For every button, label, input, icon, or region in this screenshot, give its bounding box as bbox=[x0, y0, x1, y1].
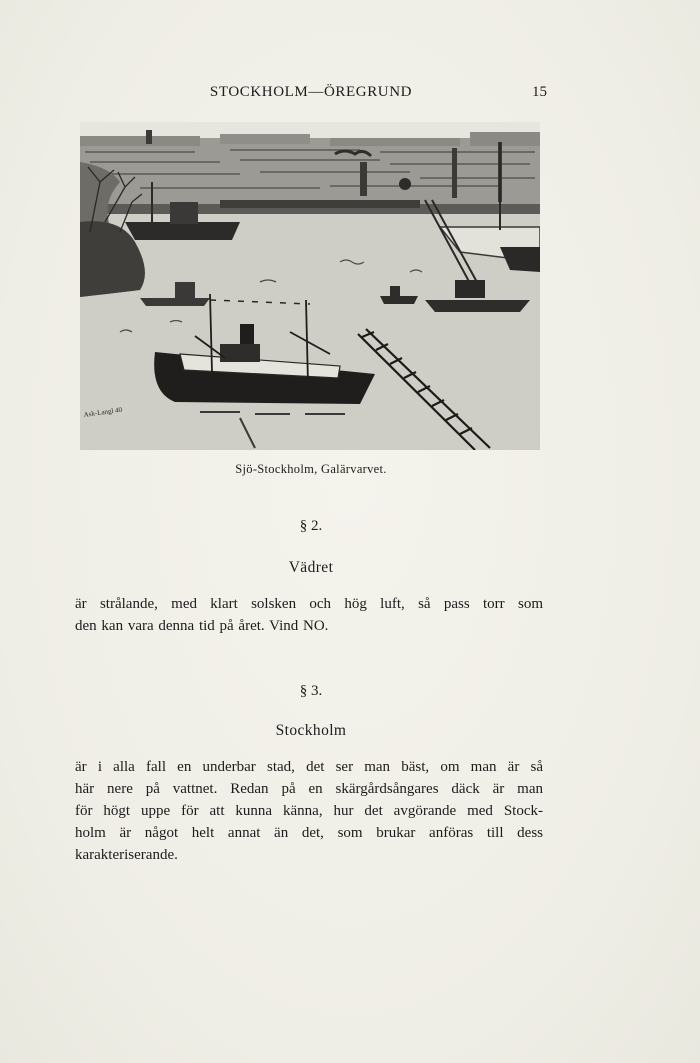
section-mark: § 2. bbox=[299, 518, 323, 534]
illustration-caption: Sjö-Stockholm, Galärvarvet. bbox=[235, 462, 387, 476]
artist-signature: Ask-Langl 40 bbox=[83, 405, 123, 419]
text-line: holm är något helt annat än det, som brukar anföras till dess bbox=[75, 825, 543, 841]
page-header bbox=[75, 84, 547, 106]
section-title: Vädret bbox=[288, 559, 334, 576]
harbor-illustration bbox=[80, 122, 540, 450]
paragraph bbox=[75, 593, 543, 637]
text-line: den kan vara denna tid på året. Vind NO. bbox=[75, 618, 329, 634]
section-title: Stockholm bbox=[275, 722, 347, 739]
running-title: STOCKHOLM—ÖREGRUND bbox=[209, 84, 413, 100]
text-line: här nere på vattnet. Redan på en skärgårdsångares däck är man bbox=[75, 781, 543, 797]
text-line: är strålande, med klart solsken och hög luft, så pass torr som bbox=[75, 596, 543, 612]
page-number: 15 bbox=[532, 84, 547, 100]
text-line: karakteriserande. bbox=[75, 847, 178, 863]
section-mark: § 3. bbox=[299, 683, 323, 699]
text-line: för högt uppe för att kunna känna, hur det avgörande med Stock- bbox=[75, 803, 543, 819]
text-line: är i alla fall en underbar stad, det ser man bäst, om man är så bbox=[75, 759, 543, 775]
paragraph bbox=[75, 756, 543, 866]
